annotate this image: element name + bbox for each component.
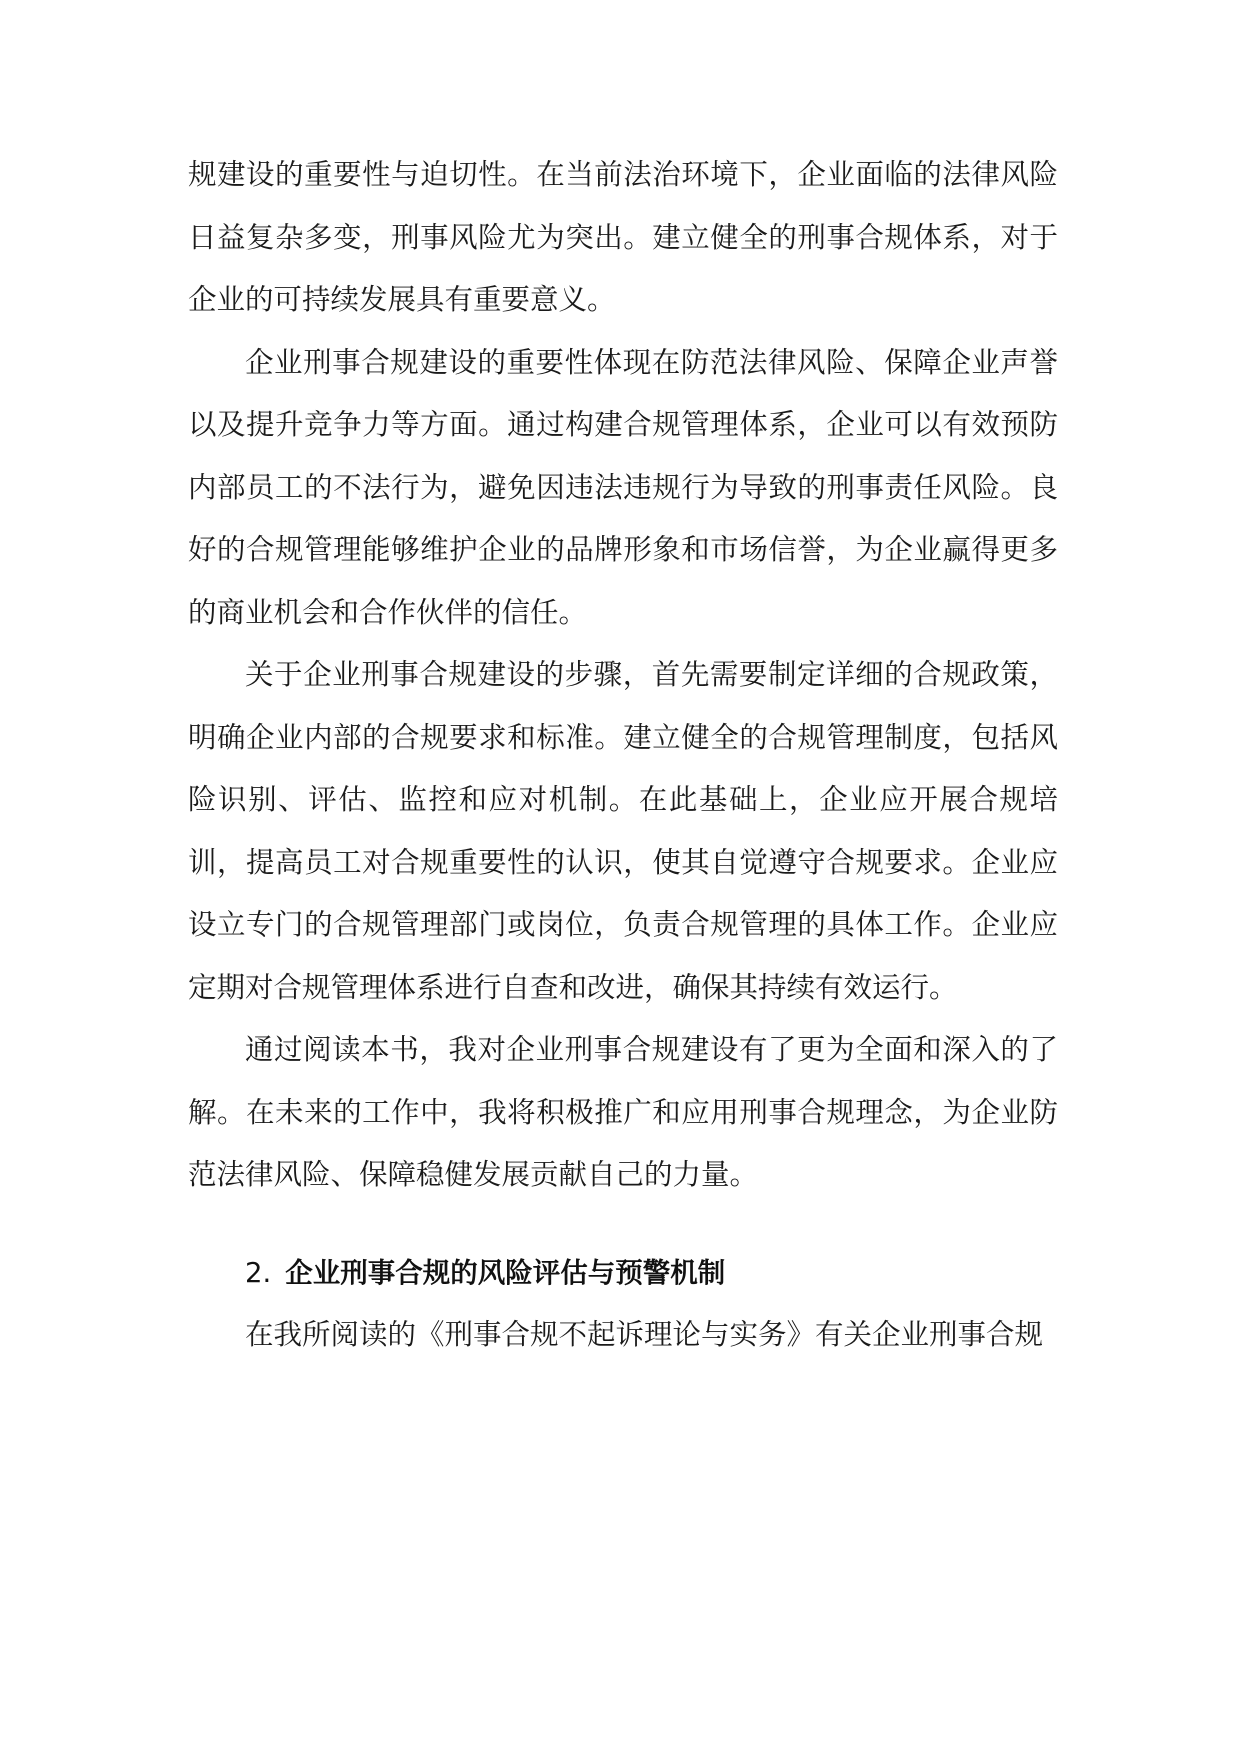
section-number: 2. [245, 1256, 272, 1289]
document-body [188, 144, 1058, 1367]
paragraph-3: 关于企业刑事合规建设的步骤，首先需要制定详细的合规政策，明确企业内部的合规要求和标准。建立健全的合规管理制度，包括风险识别、评估、监控和应对机制。在此基础上，企业应开展合规培训，提高员工对合规重要性的认识，使其自觉遵守合规要求。企业应设立专门的合规管理部门或岗位，负责合规管理的具体工作。企业应定期对合规管理体系进行自查和改进，确保其持续有效运行。 [188, 658, 1058, 1004]
section-title: 企业刑事合规的风险评估与预警机制 [285, 1256, 726, 1289]
section-heading [188, 1242, 1058, 1305]
paragraph-2: 企业刑事合规建设的重要性体现在防范法律风险、保障企业声誉以及提升竞争力等方面。通过构建合规管理体系，企业可以有效预防内部员工的不法行为，避免因违法违规行为导致的刑事责任风险。良好的合规管理能够维护企业的品牌形象和市场信誉，为企业赢得更多的商业机会和合作伙伴的信任。 [188, 345, 1058, 629]
paragraph-1: 规建设的重要性与迫切性。在当前法治环境下，企业面临的法律风险日益复杂多变，刑事风险尤为突出。建立健全的刑事合规体系，对于企业的可持续发展具有重要意义。 [188, 158, 1058, 316]
paragraph-5: 在我所阅读的《刑事合规不起诉理论与实务》有关企业刑事合规 [245, 1318, 1044, 1351]
paragraph-4: 通过阅读本书，我对企业刑事合规建设有了更为全面和深入的了解。在未来的工作中，我将积极推广和应用刑事合规理念，为企业防范法律风险、保障稳健发展贡献自己的力量。 [188, 1033, 1058, 1191]
